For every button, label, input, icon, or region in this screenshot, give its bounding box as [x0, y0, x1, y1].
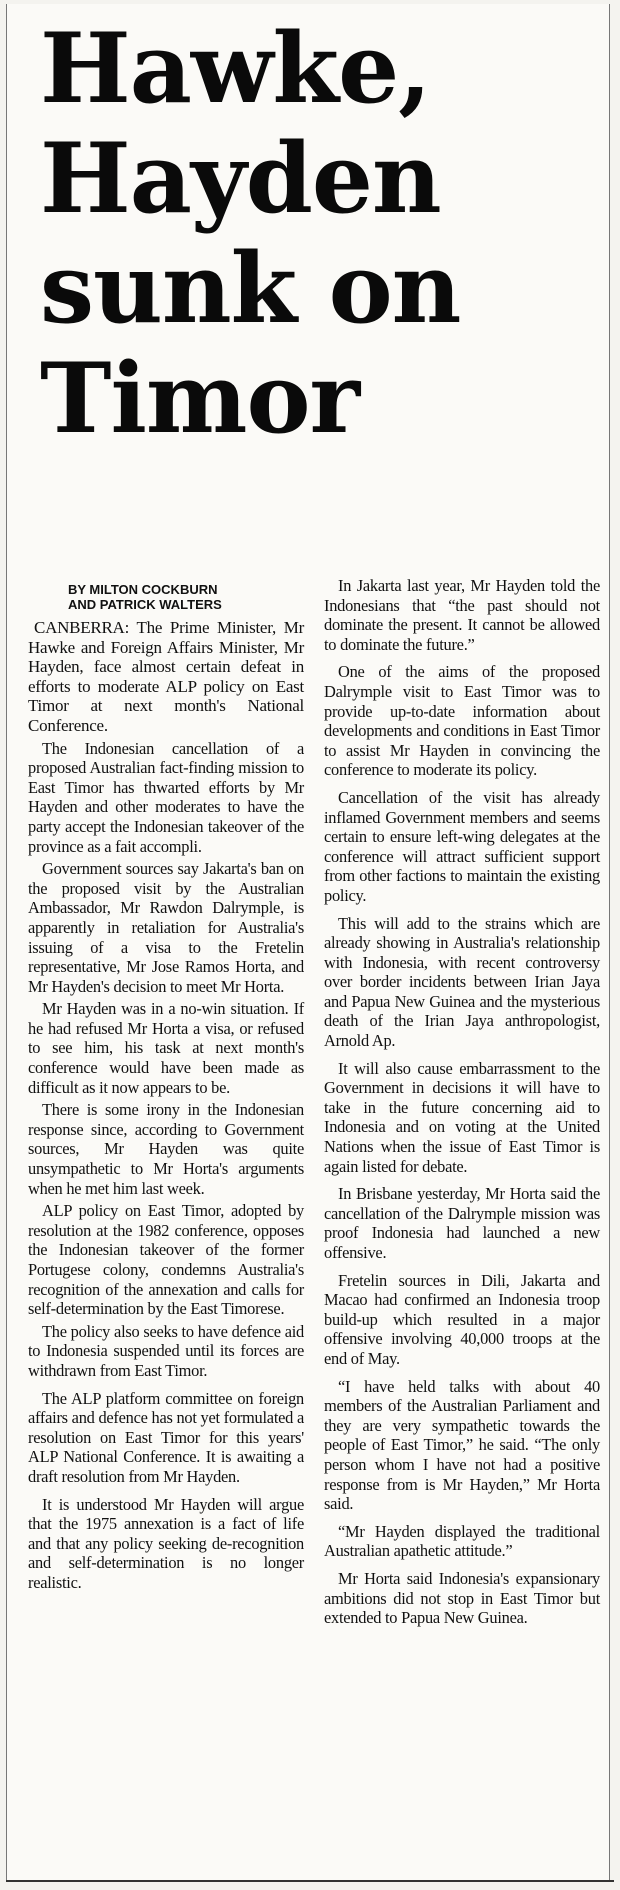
bottom-rule — [6, 1880, 614, 1882]
paragraph: In Jakarta last year, Mr Hayden told the Indonesians that “the past should not dominate the present. It cannot be allowed to dominate the future.” — [324, 576, 600, 654]
headline-line: sunk on — [40, 232, 461, 345]
paragraph: The Indonesian cancellation of a proposed Australian fact-finding mission to East Timor has thwarted efforts by Mr Hayden and other moderates to have the party accept the Indonesian takeover of the province as a fait accompli. — [28, 738, 304, 856]
paragraph: “Mr Hayden displayed the traditional Australian apathetic attitude.” — [324, 1521, 600, 1561]
paragraph: The ALP platform committee on foreign affairs and defence has not yet formulated a resolution on East Timor for this years' ALP National Conference. It is awaiting a draft resolution from Mr Hayden. — [28, 1388, 304, 1486]
paragraph: CANBERRA: The Prime Minister, Mr Hawke and Foreign Affairs Minister, Mr Hayden, face almost certain defeat in efforts to moderate ALP policy on East Timor at next month's National Conference. — [28, 618, 304, 735]
paragraph: Government sources say Jakarta's ban on the proposed visit by the Australian Ambassador, Mr Rawdon Dalrymple, is apparently in retaliation for Australia's issuing of a visa to the Fretelin representative, Mr Jose Ramos Horta, and Mr Hayden's decision to meet Mr Horta. — [28, 859, 304, 996]
paragraph: Fretelin sources in Dili, Jakarta and Macao had confirmed an Indonesia troop build-up which resulted in a major offensive involving 40,000 troops at the end of May. — [324, 1270, 600, 1368]
byline-author: BY MILTON COCKBURN — [68, 582, 218, 597]
article-column-left — [28, 576, 304, 1636]
headline — [40, 14, 600, 454]
paragraph: Mr Horta said Indonesia's expansionary ambitions did not stop in East Timor but extended to Papua New Guinea. — [324, 1568, 600, 1628]
paragraph: “I have held talks with about 40 members of the Australian Parliament and they are very sympathetic towards the people of East Timor,” he said. “The only person whom I have not had a positive response from is Mr Hayden,” Mr Horta said. — [324, 1376, 600, 1514]
paragraph: It will also cause embarrassment to the Government in decisions it will have to take in the future concerning aid to Indonesia and on voting at the United Nations when the issue of East Timor is again listed for debate. — [324, 1058, 600, 1176]
paragraph: ALP policy on East Timor, adopted by resolution at the 1982 conference, opposes the Indonesian takeover of the former Portugese colony, condemns Australia's recognition of the annexation and calls for self-determination by the East Timorese. — [28, 1201, 304, 1319]
byline — [68, 582, 304, 612]
byline-author: AND PATRICK WALTERS — [68, 597, 222, 612]
paragraph: In Brisbane yesterday, Mr Horta said the cancellation of the Dalrymple mission was proof Indonesia had launched a new offensive. — [324, 1184, 600, 1262]
paragraph: One of the aims of the proposed Dalrymple visit to East Timor was to provide up-to-date information about developments and conditions in East Timor to assist Mr Hayden in convincing the conference to moderate its policy. — [324, 662, 600, 780]
paragraph: The policy also seeks to have defence aid to Indonesia suspended until its forces are withdrawn from East Timor. — [28, 1321, 304, 1380]
paragraph: Mr Hayden was in a no-win situation. If he had refused Mr Horta a visa, or refused to see him, his task at next month's conference would have been made as difficult as it now appears to be. — [28, 999, 304, 1097]
paragraph: There is some irony in the Indonesian response since, according to Government sources, Mr Hayden was quite unsympathetic to Mr Horta's arguments when he met him last week. — [28, 1100, 304, 1198]
paragraph: Cancellation of the visit has already inflamed Government members and seems certain to ensure left-wing delegates at the conference will attract sufficient support from other factions to maintain the existing policy. — [324, 787, 600, 905]
paragraph: It is understood Mr Hayden will argue that the 1975 annexation is a fact of life and that any policy seeking de-recognition and self-determination is no longer realistic. — [28, 1494, 304, 1592]
headline-line: Hayden — [40, 122, 441, 235]
paragraph: This will add to the strains which are already showing in Australia's relationship with Indonesia, with recent controversy over border incidents between Irian Jaya and Papua New Guinea and the mysterious death of the Irian Jaya anthropologist, Arnold Ap. — [324, 913, 600, 1051]
headline-line: Timor — [40, 342, 360, 455]
article-body — [28, 576, 600, 1636]
headline-line: Hawke, — [40, 12, 431, 125]
article-column-right — [324, 576, 600, 1636]
